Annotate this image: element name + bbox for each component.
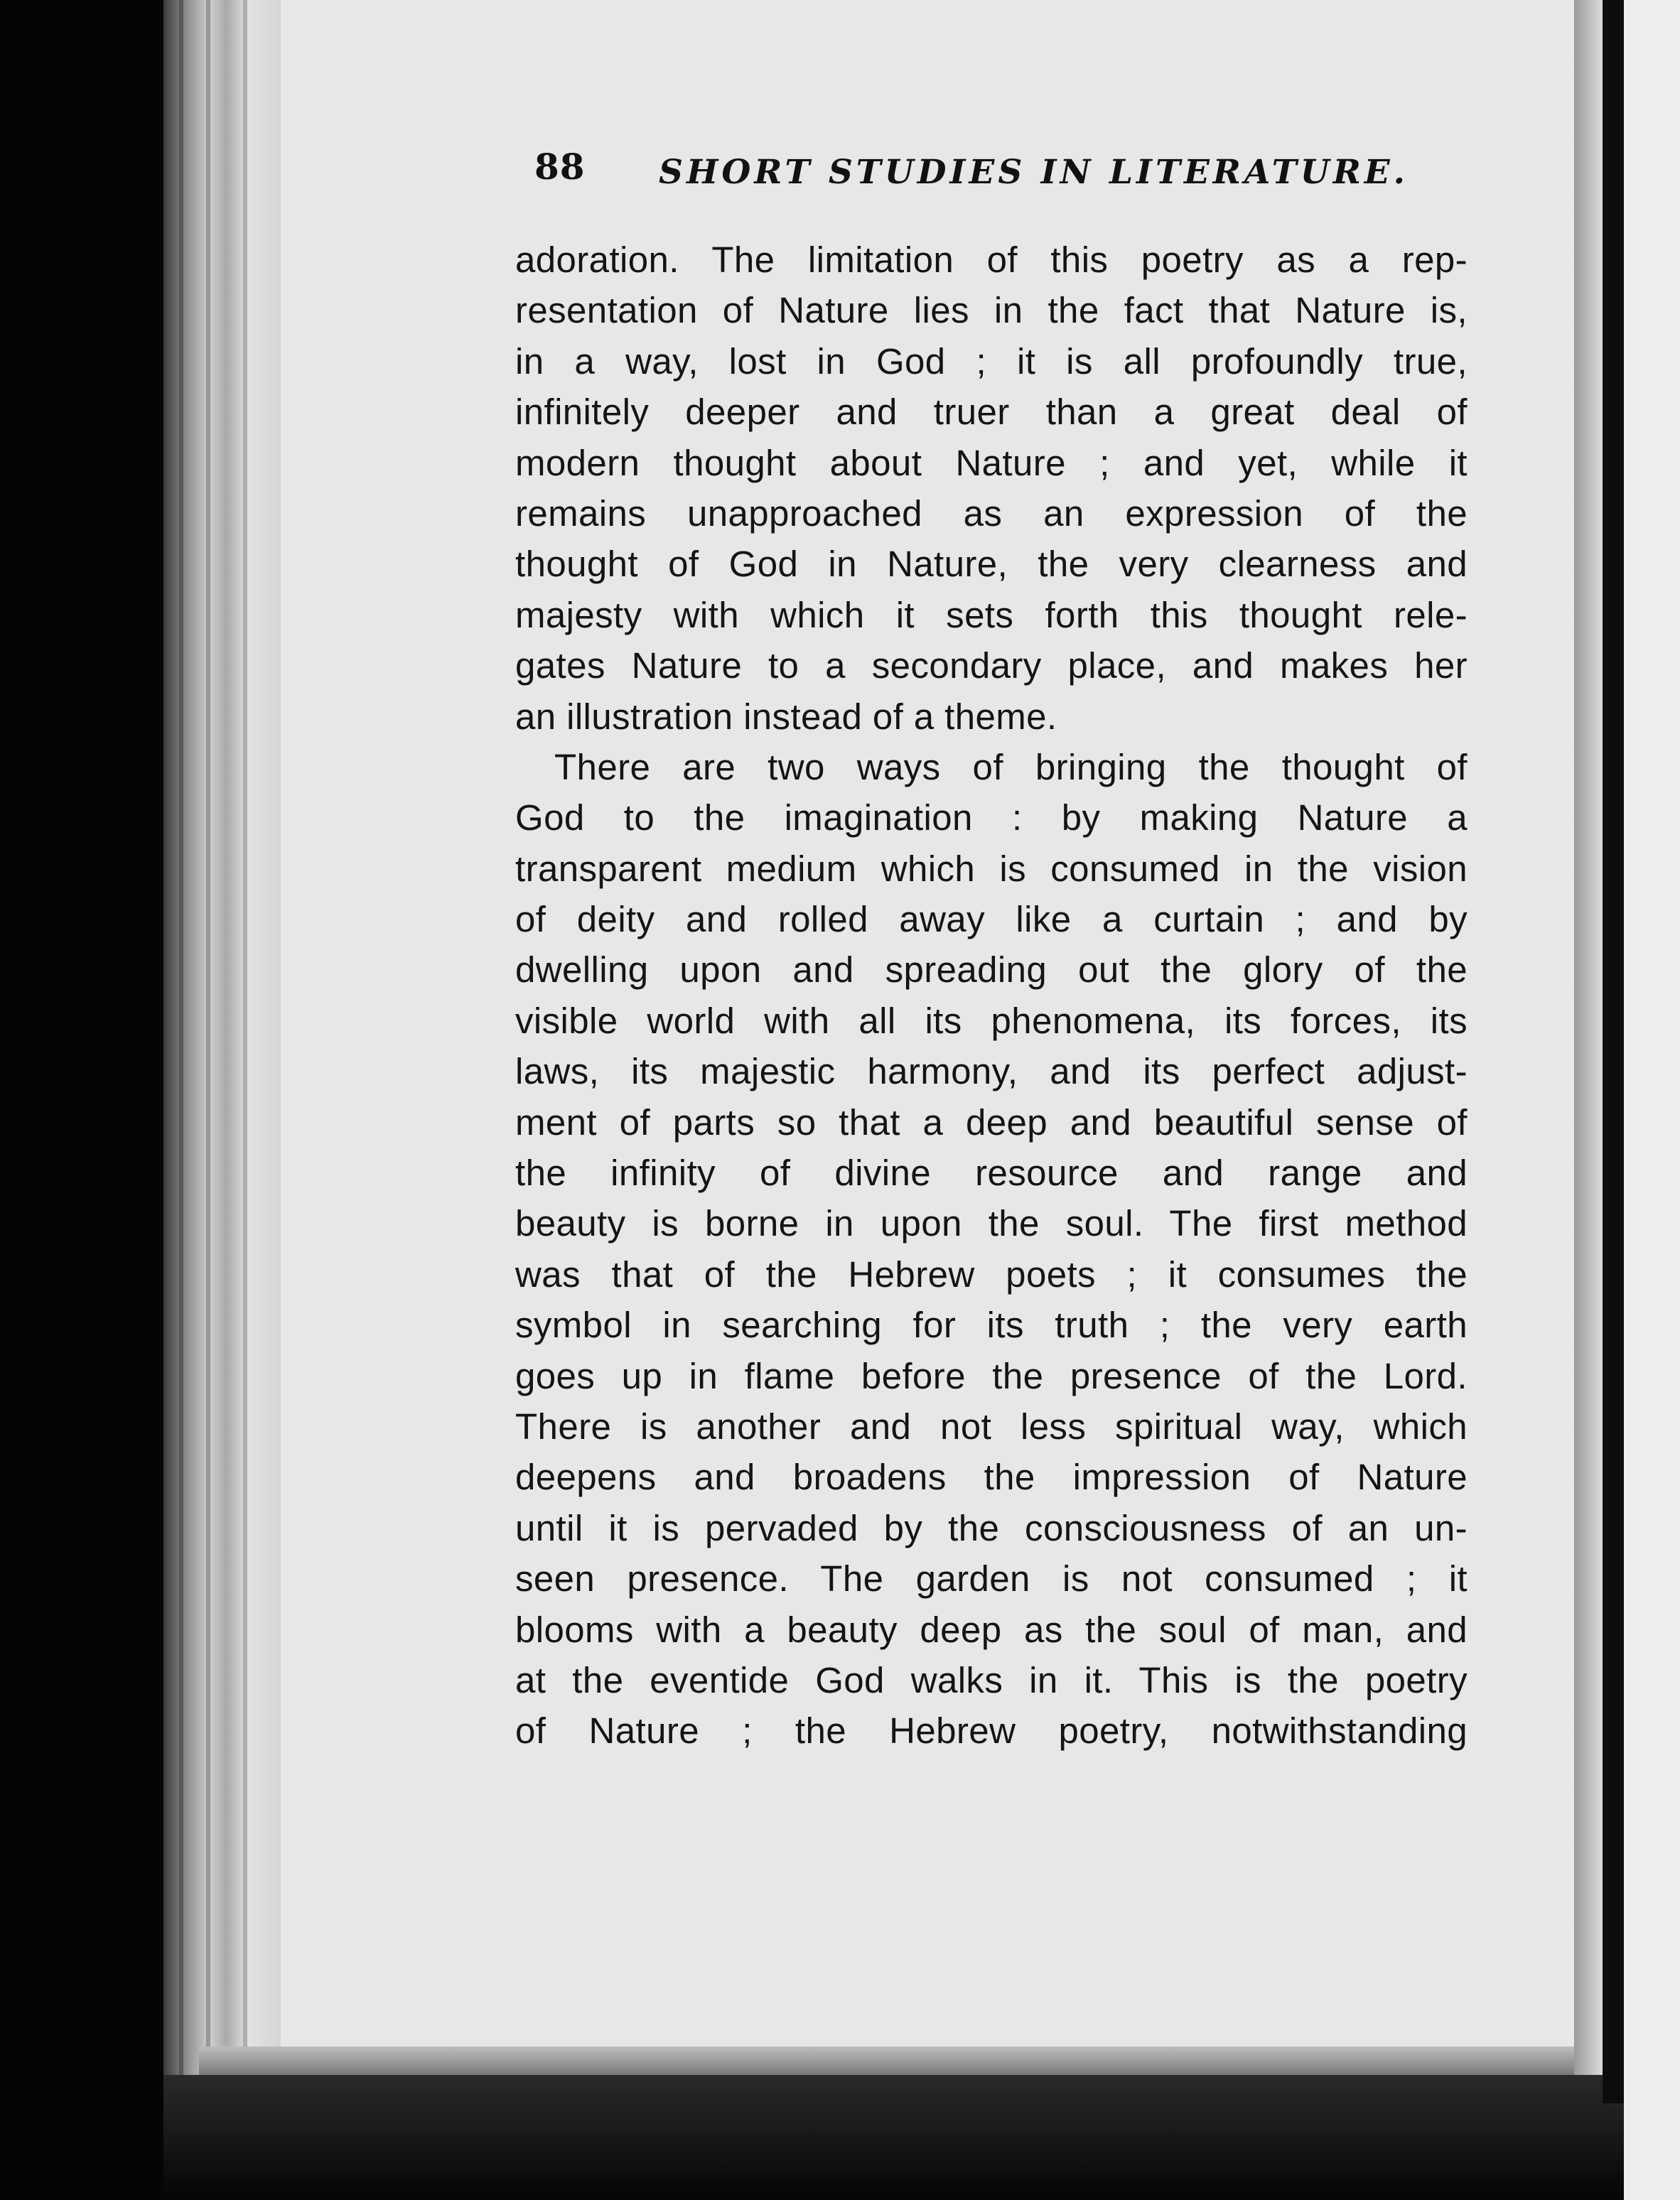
text-line: visible world with all its phenomena, its forces, its: [515, 1000, 1468, 1041]
book-binding-edge: [1603, 0, 1624, 2103]
text-line: in a way, lost in God ; it is all profoundly true,: [515, 340, 1468, 382]
text-line: laws, its majestic harmony, and its perfect adjust-: [515, 1051, 1468, 1092]
text-line: transparent medium which is consumed in the vision: [515, 848, 1468, 889]
text-line: of Nature ; the Hebrew poetry, notwithstanding: [515, 1710, 1468, 1752]
text-line: There are two ways of bringing the thought of: [554, 746, 1468, 787]
text-line: until it is pervaded by the consciousness of an un-: [515, 1507, 1468, 1548]
page-right-edge: [1574, 0, 1603, 2075]
body-text: [515, 234, 1468, 1757]
text-line: adoration. The limitation of this poetry as a rep-: [515, 239, 1468, 280]
text-line: ment of parts so that a deep and beautiful sense of: [515, 1101, 1468, 1143]
text-line: the infinity of divine resource and range and: [515, 1153, 1468, 1194]
text-line: symbol in searching for its truth ; the very earth: [515, 1305, 1468, 1346]
running-title: SHORT STUDIES IN LITERATURE.: [659, 153, 1409, 192]
scan-right-margin: [1624, 0, 1680, 2200]
text-line: There is another and not less spiritual way, which: [515, 1406, 1468, 1447]
text-line: goes up in flame before the presence of the Lord.: [515, 1355, 1468, 1396]
text-line: majesty with which it sets forth this thought rele-: [515, 594, 1468, 635]
paragraph: [515, 742, 1468, 1757]
scan-left-margin: [0, 0, 163, 2200]
gutter-edge-line: [243, 0, 247, 2200]
text-line: thought of God in Nature, the very clearness and: [515, 544, 1468, 585]
text-line: of deity and rolled away like a curtain ; and by: [515, 899, 1468, 940]
text-line: modern thought about Nature ; and yet, while it: [515, 442, 1468, 483]
text-line: beauty is borne in upon the soul. The first method: [515, 1203, 1468, 1244]
text-line: blooms with a beauty deep as the soul of man, and: [515, 1609, 1468, 1650]
text-line: infinitely deeper and truer than a great deal of: [515, 392, 1468, 433]
text-line: was that of the Hebrew poets ; it consumes the: [515, 1253, 1468, 1295]
scan-bottom-margin: [163, 2075, 1680, 2200]
text-line: deepens and broadens the impression of Nature: [515, 1457, 1468, 1498]
book-gutter: [163, 0, 284, 2200]
text-line: resentation of Nature lies in the fact that Nature is,: [515, 290, 1468, 331]
text-line: an illustration instead of a theme.: [515, 696, 1057, 737]
page-number: 88: [534, 146, 586, 188]
paragraph: [515, 234, 1468, 742]
text-line: seen presence. The garden is not consumed ; it: [515, 1558, 1468, 1600]
text-line: remains unapproached as an expression of the: [515, 492, 1468, 534]
text-line: at the eventide God walks in it. This is the poetry: [515, 1659, 1468, 1700]
gutter-edge-line: [206, 0, 210, 2200]
text-line: dwelling upon and spreading out the glory of the: [515, 949, 1468, 991]
gutter-edge-line: [179, 0, 183, 2200]
text-line: God to the imagination : by making Nature a: [515, 797, 1468, 839]
page-bottom-edge: [199, 2047, 1613, 2075]
text-line: gates Nature to a secondary place, and makes her: [515, 645, 1468, 686]
page-header: [534, 146, 1458, 210]
